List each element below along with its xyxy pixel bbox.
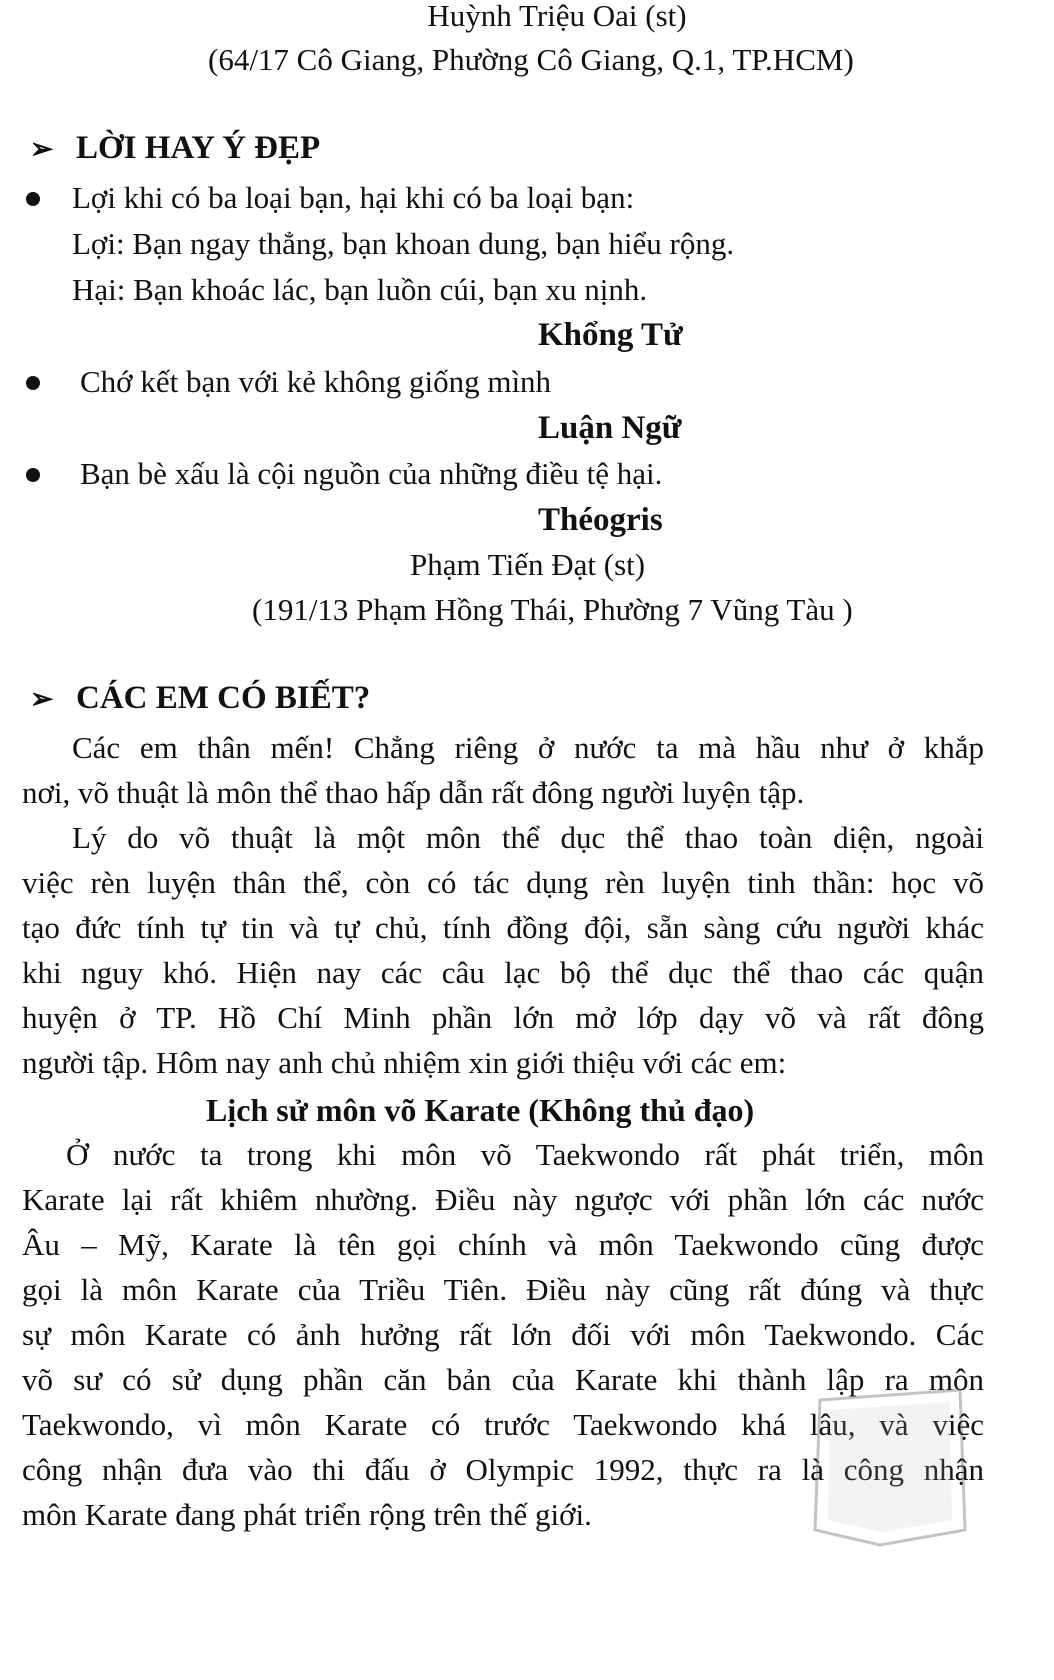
quote3-line1: Bạn bè xấu là cội nguồn của những điều tệ hại.: [80, 456, 663, 491]
quote1-line1: Lợi khi có ba loại bạn, hại khi có ba loại bạn:: [72, 180, 635, 215]
quote1-line3: Hại: Bạn khoác lác, bạn luồn cúi, bạn xu nịnh.: [72, 272, 648, 307]
para1-line: nơi, võ thuật là môn thể thao hấp dẫn rất đông người luyện tập.: [22, 775, 805, 810]
section-quotes-heading: [30, 128, 320, 170]
para3-line: Taekwondo, vì môn Karate có trước Taekwondo khá lâu, và việc: [22, 1407, 984, 1442]
header-name: Huỳnh Triệu Oai (st): [427, 0, 687, 33]
para3-line: võ sư có sử dụng phần căn bản của Karate khi thành lập ra môn: [22, 1362, 984, 1397]
para3-line: sự môn Karate có ảnh hưởng rất lớn đối với môn Taekwondo. Các: [22, 1317, 984, 1352]
para3-line: Karate lại rất khiêm nhường. Điều này ngược với phần lớn các nước: [22, 1182, 984, 1217]
contributor-address: (191/13 Phạm Hồng Thái, Phường 7 Vũng Tàu ): [252, 592, 853, 627]
para2-line: người tập. Hôm nay anh chủ nhiệm xin giới thiệu với các em:: [22, 1045, 787, 1080]
para1-line: Các em thân mến! Chẳng riêng ở nước ta mà hầu như ở khắp: [72, 730, 984, 765]
para2-line: việc rèn luyện thân thể, còn có tác dụng rèn luyện tinh thần: học võ: [22, 865, 984, 900]
section-know-heading: [30, 678, 370, 720]
para3-line: Ở nước ta trong khi môn võ Taekwondo rất phát triển, môn: [66, 1137, 984, 1172]
para2-line: Lý do võ thuật là một môn thể dục thể thao toàn diện, ngoài: [72, 820, 984, 855]
karate-history-subtitle: Lịch sử môn võ Karate (Không thủ đạo): [206, 1092, 755, 1128]
bullet-dot-icon: [26, 468, 40, 482]
quote2-line1: Chớ kết bạn với kẻ không giống mình: [80, 364, 552, 399]
arrow-bullet-icon: ➢: [30, 134, 54, 165]
arrow-bullet-icon: ➢: [30, 684, 54, 715]
para3-line: công nhận đưa vào thi đấu ở Olympic 1992, thực ra là công nhận: [22, 1452, 984, 1487]
para2-line: khi nguy khó. Hiện nay các câu lạc bộ thể dục thể thao các quận: [22, 955, 984, 990]
section-quotes-title: LỜI HAY Ý ĐẸP: [76, 130, 321, 166]
quote2-author: Luận Ngữ: [538, 410, 682, 446]
quote1-line2: Lợi: Bạn ngay thẳng, bạn khoan dung, bạn hiểu rộng.: [72, 226, 735, 261]
bullet-dot-icon: [26, 192, 40, 206]
contributor-name: Phạm Tiến Đạt (st): [410, 547, 646, 582]
hot-truyen-watermark-logo: [800, 1380, 970, 1550]
para3-line: Âu – Mỹ, Karate là tên gọi chính và môn Taekwondo cũng được: [22, 1227, 984, 1262]
quote3-author: Théogris: [538, 502, 663, 538]
para3-line: môn Karate đang phát triển rộng trên thế giới.: [22, 1497, 592, 1532]
para3-line: gọi là môn Karate của Triều Tiên. Điều này cũng rất đúng và thực: [22, 1272, 984, 1307]
para2-line: tạo đức tính tự tin và tự chủ, tính đồng đội, sẵn sàng cứu người khác: [22, 910, 984, 945]
quote1-author: Khổng Tử: [538, 317, 683, 353]
header-address: (64/17 Cô Giang, Phường Cô Giang, Q.1, TP.HCM): [208, 42, 854, 77]
bullet-dot-icon: [26, 376, 40, 390]
section-know-title: CÁC EM CÓ BIẾT?: [76, 680, 371, 716]
para2-line: huyện ở TP. Hồ Chí Minh phần lớn mở lớp dạy võ và rất đông: [22, 1000, 984, 1035]
